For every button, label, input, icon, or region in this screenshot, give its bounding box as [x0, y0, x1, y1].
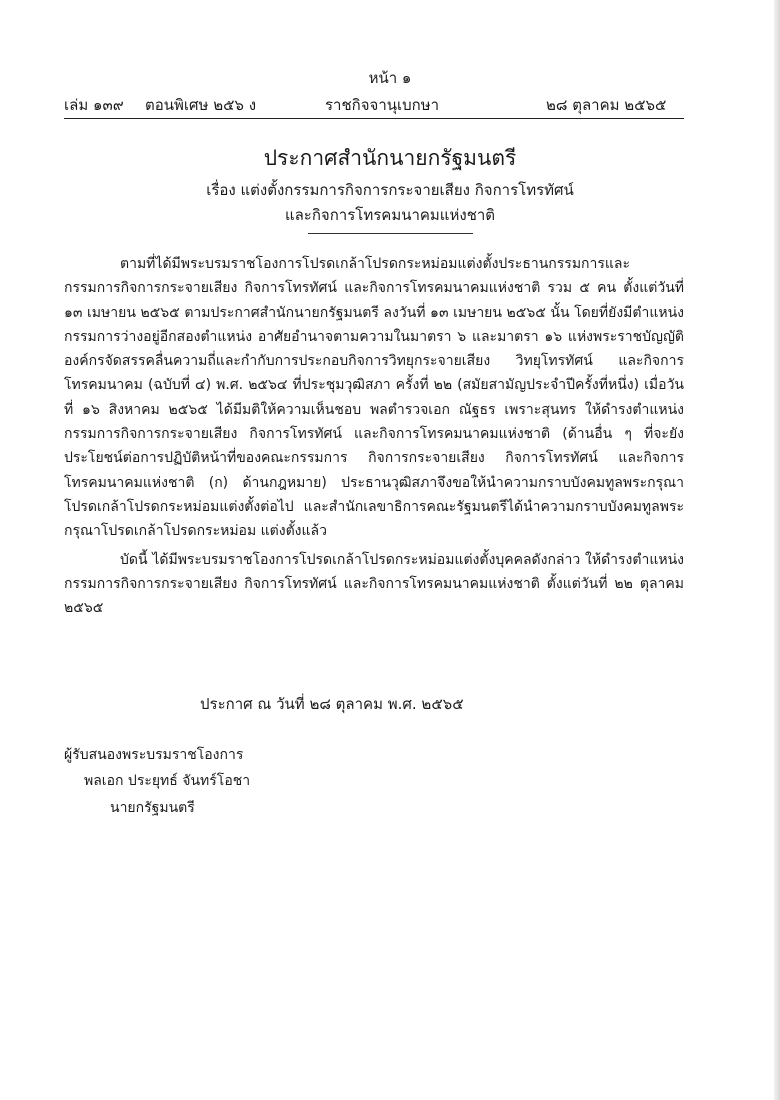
issue-number: ตอนพิเศษ ๒๕๖ ง [145, 96, 257, 114]
page-number: หน้า ๑ [368, 69, 412, 87]
publication-date: ๒๘ ตุลาคม ๒๕๖๕ [546, 96, 667, 114]
signatory-position: นายกรัฐมนตรี [110, 800, 195, 816]
announcement-date: ประกาศ ณ วันที่ ๒๘ ตุลาคม พ.ศ. ๒๕๖๕ [200, 695, 464, 713]
header-rule [64, 118, 684, 119]
announcement-title: ประกาศสำนักนายกรัฐมนตรี [263, 146, 517, 170]
body-paragraph-1: ตามที่ได้มีพระบรมราชโองการโปรดเกล้าโปรดกระหม่อมแต่งตั้งประธานกรรมการและกรรมการกิจการกระจายเสียง กิจการโทรทัศน์ และกิจการโทรคมนาคมแห่งชาติ รวม ๕ คน ตั้งแต่วันที่ ๑๓ เมษายน ๒๕๖๕ ตามประกาศสำนักนายกรัฐมนตรี ลงวันที่ ๑๓ เมษายน ๒๕๖๕ นั้น โดยที่ยังมีตำแหน่งกรรมการว่างอยู่อีกสองตำแหน่ง อาศัยอำนาจตามความในมาตรา ๖ และมาตรา ๑๖ แห่งพระราชบัญญัติองค์กรจัดสรรคลื่นความถี่และกำกับการประกอบกิจการวิทยุกระจายเสียง วิทยุโทรทัศน์ และกิจการโทรคมนาคม (ฉบับที่ ๔) พ.ศ. ๒๕๖๔ ที่ประชุมวุฒิสภา ครั้งที่ ๒๒ (สมัยสามัญประจำปีครั้งที่หนึ่ง) เมื่อวันที่ ๑๖ สิงหาคม ๒๕๖๕ ได้มีมติให้ความเห็นชอบ พลตำรวจเอก ณัฐธร เพราะสุนทร ให้ดำรงตำแหน่ง กรรมการกิจการกระจายเสียง กิจการโทรทัศน์ และกิจการโทรคมนาคมแห่งชาติ (ด้านอื่น ๆ ที่จะยังประโยชน์ต่อการปฏิบัติหน้าที่ของคณะกรรมการ กิจการกระจายเสียง กิจการโทรทัศน์ และกิจการโทรคมนาคมแห่งชาติ (ก) ด้านกฎหมาย) ประธานวุฒิสภาจึงขอให้นำความกราบบังคมทูลพระกรุณาโปรดเกล้าโปรดกระหม่อมแต่งตั้งต่อไป และสำนักเลขาธิการคณะรัฐมนตรีได้นำความกราบบังคมทูลพระกรุณาโปรดเกล้าโปรดกระหม่อม แต่งตั้งแล้ว [64, 256, 684, 540]
countersign-label: ผู้รับสนองพระบรมราชโองการ [64, 747, 244, 763]
publication-name: ราชกิจจานุเบกษา [325, 96, 440, 114]
announcement-body [64, 252, 684, 620]
subject-line-1: เรื่อง แต่งตั้งกรรมการกิจการกระจายเสียง กิจการโทรทัศน์ [206, 181, 574, 199]
announcement-subject [0, 178, 780, 228]
volume-number: เล่ม ๑๓๙ [64, 96, 124, 114]
title-underline [308, 233, 473, 234]
subject-line-2: และกิจการโทรคมนาคมแห่งชาติ [284, 206, 496, 224]
signatory-name: พลเอก ประยุทธ์ จันทร์โอชา [84, 773, 251, 789]
body-paragraph-2: บัดนี้ ได้มีพระบรมราชโองการโปรดเกล้าโปรดกระหม่อมแต่งตั้งบุคคลดังกล่าว ให้ดำรงตำแหน่ง กรรมการกิจการกระจายเสียง กิจการโทรทัศน์ และกิจการโทรคมนาคมแห่งชาติ ตั้งแต่วันที่ ๒๒ ตุลาคม ๒๕๖๕ [64, 551, 684, 617]
